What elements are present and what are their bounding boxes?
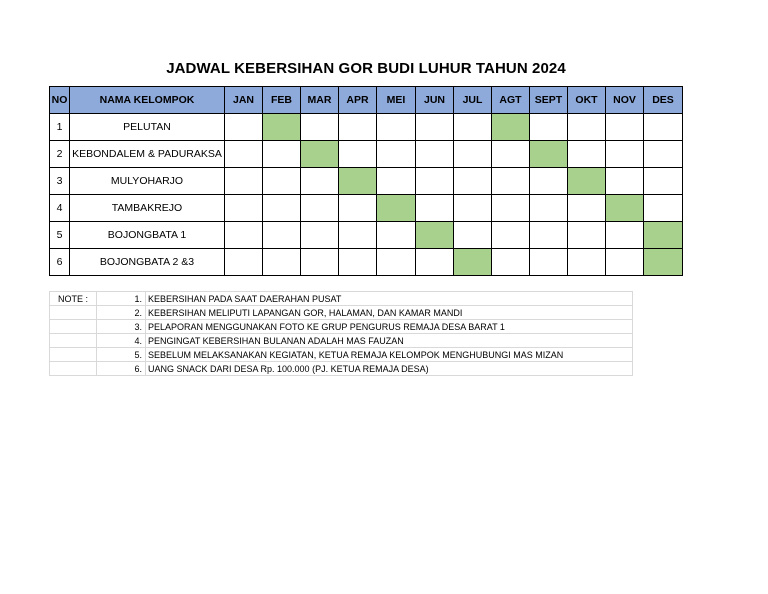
column-header: NAMA KELOMPOK xyxy=(70,87,225,114)
note-row xyxy=(50,306,633,320)
month-cell xyxy=(416,141,454,168)
note-text: PELAPORAN MENGGUNAKAN FOTO KE GRUP PENGURUS REMAJA DESA BARAT 1 xyxy=(146,320,633,334)
note-row xyxy=(50,334,633,348)
page-title: JADWAL KEBERSIHAN GOR BUDI LUHUR TAHUN 2024 xyxy=(166,60,566,77)
note-text: KEBERSIHAN MELIPUTI LAPANGAN GOR, HALAMAN, DAN KAMAR MANDI xyxy=(146,306,633,320)
month-cell xyxy=(644,141,683,168)
group-name: BOJONGBATA 2 &3 xyxy=(70,249,225,276)
month-cell xyxy=(568,249,606,276)
month-cell xyxy=(606,249,644,276)
note-row xyxy=(50,292,633,306)
column-header: APR xyxy=(339,87,377,114)
month-cell xyxy=(606,168,644,195)
column-header: OKT xyxy=(568,87,606,114)
month-cell xyxy=(606,114,644,141)
column-header: NO xyxy=(50,87,70,114)
note-text: UANG SNACK DARI DESA Rp. 100.000 (PJ. KETUA REMAJA DESA) xyxy=(146,362,633,376)
table-row xyxy=(50,222,683,249)
scheduled-month-cell xyxy=(568,168,606,195)
month-cell xyxy=(530,195,568,222)
month-cell xyxy=(225,114,263,141)
month-cell xyxy=(301,168,339,195)
month-cell xyxy=(339,195,377,222)
month-cell xyxy=(454,222,492,249)
note-text: KEBERSIHAN PADA SAAT DAERAHAN PUSAT xyxy=(146,292,633,306)
month-cell xyxy=(492,249,530,276)
month-cell xyxy=(530,249,568,276)
month-cell xyxy=(225,168,263,195)
note-label-cell xyxy=(50,362,97,376)
note-number: 1. xyxy=(97,292,146,306)
month-cell xyxy=(454,114,492,141)
month-cell xyxy=(225,222,263,249)
group-name: TAMBAKREJO xyxy=(70,195,225,222)
month-cell xyxy=(454,141,492,168)
month-cell xyxy=(606,141,644,168)
column-header: JUN xyxy=(416,87,454,114)
month-cell xyxy=(339,114,377,141)
month-cell xyxy=(263,222,301,249)
group-name: MULYOHARJO xyxy=(70,168,225,195)
row-number: 4 xyxy=(50,195,70,222)
month-cell xyxy=(377,141,416,168)
month-cell xyxy=(225,195,263,222)
month-cell xyxy=(644,168,683,195)
month-cell xyxy=(454,168,492,195)
month-cell xyxy=(568,195,606,222)
month-cell xyxy=(377,222,416,249)
month-cell xyxy=(644,195,683,222)
column-header: JUL xyxy=(454,87,492,114)
scheduled-month-cell xyxy=(606,195,644,222)
month-cell xyxy=(377,249,416,276)
scheduled-month-cell xyxy=(339,168,377,195)
scheduled-month-cell xyxy=(530,141,568,168)
month-cell xyxy=(225,141,263,168)
month-cell xyxy=(301,114,339,141)
note-number: 3. xyxy=(97,320,146,334)
month-cell xyxy=(377,168,416,195)
month-cell xyxy=(568,141,606,168)
scheduled-month-cell xyxy=(644,249,683,276)
month-cell xyxy=(225,249,263,276)
note-number: 6. xyxy=(97,362,146,376)
month-cell xyxy=(416,195,454,222)
month-cell xyxy=(492,141,530,168)
month-cell xyxy=(263,168,301,195)
month-cell xyxy=(454,195,492,222)
scheduled-month-cell xyxy=(492,114,530,141)
month-cell xyxy=(301,195,339,222)
column-header: MEI xyxy=(377,87,416,114)
month-cell xyxy=(492,195,530,222)
note-row xyxy=(50,348,633,362)
note-label-cell xyxy=(50,306,97,320)
note-number: 2. xyxy=(97,306,146,320)
month-cell xyxy=(530,114,568,141)
group-name: PELUTAN xyxy=(70,114,225,141)
note-text: SEBELUM MELAKSANAKAN KEGIATAN, KETUA REMAJA KELOMPOK MENGHUBUNGI MAS MIZAN xyxy=(146,348,633,362)
column-header: NOV xyxy=(606,87,644,114)
month-cell xyxy=(301,249,339,276)
scheduled-month-cell xyxy=(416,222,454,249)
note-text: PENGINGAT KEBERSIHAN BULANAN ADALAH MAS FAUZAN xyxy=(146,334,633,348)
row-number: 3 xyxy=(50,168,70,195)
schedule-table xyxy=(49,86,683,276)
month-cell xyxy=(416,114,454,141)
row-number: 2 xyxy=(50,141,70,168)
note-label-cell xyxy=(50,348,97,362)
month-cell xyxy=(416,249,454,276)
table-row xyxy=(50,114,683,141)
month-cell xyxy=(263,141,301,168)
group-name: KEBONDALEM & PADURAKSA xyxy=(70,141,225,168)
month-cell xyxy=(377,114,416,141)
month-cell xyxy=(339,249,377,276)
scheduled-month-cell xyxy=(377,195,416,222)
column-header: FEB xyxy=(263,87,301,114)
month-cell xyxy=(263,249,301,276)
month-cell xyxy=(568,114,606,141)
month-cell xyxy=(530,222,568,249)
scheduled-month-cell xyxy=(263,114,301,141)
month-cell xyxy=(492,222,530,249)
month-cell xyxy=(492,168,530,195)
month-cell xyxy=(644,114,683,141)
column-header: AGT xyxy=(492,87,530,114)
group-name: BOJONGBATA 1 xyxy=(70,222,225,249)
note-label-cell xyxy=(50,320,97,334)
note-number: 4. xyxy=(97,334,146,348)
row-number: 5 xyxy=(50,222,70,249)
month-cell xyxy=(568,222,606,249)
note-row xyxy=(50,362,633,376)
month-cell xyxy=(606,222,644,249)
table-row xyxy=(50,195,683,222)
column-header: DES xyxy=(644,87,683,114)
table-row xyxy=(50,168,683,195)
month-cell xyxy=(301,222,339,249)
row-number: 1 xyxy=(50,114,70,141)
note-label: NOTE : xyxy=(50,292,97,306)
month-cell xyxy=(339,222,377,249)
month-cell xyxy=(263,195,301,222)
scheduled-month-cell xyxy=(454,249,492,276)
header-row xyxy=(50,87,683,114)
note-label-cell xyxy=(50,334,97,348)
month-cell xyxy=(339,141,377,168)
note-row xyxy=(50,320,633,334)
table-row xyxy=(50,249,683,276)
column-header: SEPT xyxy=(530,87,568,114)
month-cell xyxy=(530,168,568,195)
scheduled-month-cell xyxy=(301,141,339,168)
note-number: 5. xyxy=(97,348,146,362)
notes-table xyxy=(49,291,633,376)
row-number: 6 xyxy=(50,249,70,276)
column-header: JAN xyxy=(225,87,263,114)
column-header: MAR xyxy=(301,87,339,114)
month-cell xyxy=(416,168,454,195)
scheduled-month-cell xyxy=(644,222,683,249)
table-row xyxy=(50,141,683,168)
